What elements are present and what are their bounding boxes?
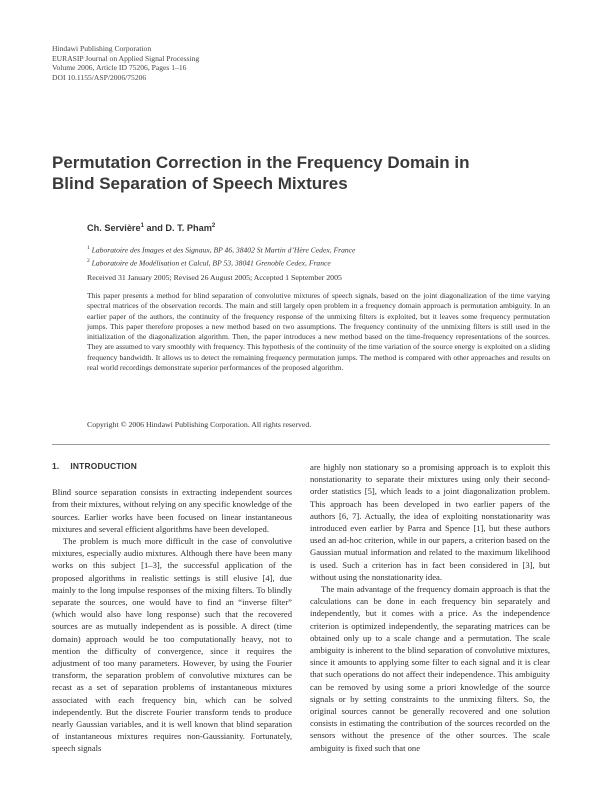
- section-heading: [52, 460, 292, 472]
- author-separator: and: [143, 223, 166, 234]
- paper-title: [52, 152, 552, 194]
- title-line-2: Blind Separation of Speech Mixtures: [52, 174, 348, 193]
- affiliation-1: [87, 243, 355, 256]
- author-2-affiliation-mark: 2: [211, 223, 216, 229]
- copyright-notice: Copyright © 2006 Hindawi Publishing Corporation. All rights reserved.: [87, 420, 312, 429]
- title-line-1: Permutation Correction in the Frequency Domain in: [52, 153, 470, 172]
- author-list: [87, 223, 215, 233]
- author-2: D. T. Pham: [165, 223, 212, 234]
- abstract: This paper presents a method for blind separation of convolutive mixtures of speech signals, based on the joint diagonalization of the time varying spectral matrices of the observation records. The main and still largely open problem in a frequency domain approach is permutation ambiguity. In an earlier paper of the authors, the continuity of the frequency response of the unmixing filters is exploited, but it leaves some frequency permutation jumps. This paper therefore proposes a new method based on two assumptions. The frequency continuity of the unmixing filters is still used in the initialization of the diagonalization algorithm. Then, the paper introduces a new method based on the time-frequency representations of the sources. They are assumed to vary smoothly with frequency. This hypothesis of the continuity of the time variation of the source energy is exploited on a sliding frequency bandwidth. It allows us to detect the remaining frequency permutation jumps. The method is compared with other approaches and results on real world recordings demonstrate superior performances of the proposed algorithm.: [87, 291, 550, 373]
- affiliation-2-text: Laboratoire de Modélisation et Calcul, BP 53, 38041 Grenoble Cedex, France: [89, 258, 331, 268]
- journal-line: EURASIP Journal on Applied Signal Processing: [52, 53, 200, 63]
- intro-paragraph-1: Blind source separation consists in extracting independent sources from their mixtures, without relying on any specific knowledge of the sources. Earlier works have been focused on linear instantaneous mixtures and several efficient algorithms have been developed.: [52, 487, 292, 534]
- intro-paragraph-2: The problem is much more difficult in the case of convolutive mixtures, especially audio mixtures. Although there have been many works on this subject [1–3], the successful application of the proposed algorithms in realistic settings is still elusive [4], due mainly to the long impulse responses of the mixing filters. To blindly separate the sources, one would have to find an “inverse filter” (which would also have long response) such that the recovered sources are as mutually independent as is possible. A direct (time domain) approach would be too computationally heavy, not to mention the difficulty of convergence, since it requires the adjustment of too many parameters. However, by using the Fourier transform, the separation problem of convolutive mixtures can be recast as a set of separation problems of instantaneous mixtures associated with each frequency bin, which can be solved independently. But the discrete Fourier transform tends to produce nearly Gaussian variables, and it is well known that blind separation of instantaneous mixtures requires non-Gaussianity. Fortunately, speech signals: [52, 536, 292, 754]
- affiliation-2: [87, 256, 355, 269]
- intro-paragraph-3: are highly non stationary so a promising approach is to exploit this nonstationarity to separate their mixtures using only their second-order statistics [5], which leads to a joint diagonalization problem. This approach has been developed in two earlier papers of the authors [6, 7]. Actually, the idea of exploiting nonstationarity was introduced even earlier by Parra and Spence [1], but these authors used an ad-hoc criterion, while in our papers, a criterion based on the Gaussian mutual information and related to the maximum likelihood is used. Such a criterion has in fact been considered in [3], but without using the nonstationarity idea.: [310, 462, 550, 582]
- left-column: [52, 460, 292, 755]
- section-divider: [52, 444, 550, 445]
- volume-line: Volume 2006, Article ID 75206, Pages 1–16: [52, 63, 187, 73]
- author-1-affiliation-mark: 1: [140, 223, 144, 229]
- section-number: 1.: [52, 461, 60, 471]
- affiliation-2-mark: 2: [87, 258, 90, 265]
- affiliation-1-text: Laboratoire des Images et des Signaux, BP 46, 38402 St Martin d’Hère Cedex, France: [89, 245, 356, 255]
- publisher-line: Hindawi Publishing Corporation: [52, 44, 152, 53]
- right-column: [310, 461, 550, 754]
- section-title: INTRODUCTION: [70, 461, 137, 471]
- author-1: Ch. Servière: [87, 223, 141, 234]
- doi-line: DOI 10.1155/ASP/2006/75206: [52, 72, 147, 82]
- affiliations: [87, 243, 355, 269]
- received-dates: Received 31 January 2005; Revised 26 August 2005; Accepted 1 September 2005: [87, 273, 342, 282]
- affiliation-1-mark: 1: [87, 245, 90, 251]
- intro-paragraph-4: The main advantage of the frequency domain approach is that the calculations can be done in each frequency bin separately and independently, but it comes with a price. As the independence criterion is optimized independently, the separating matrices can be obtained only up to a scale change and a permutation. The scale ambiguity is inherent to the blind separation of convolutive mixtures, since it amounts to applying some filter to each signal and it is clear that such operations do not affect their independence. This ambiguity can be removed by using some a priori knowledge of the source signals or by setting constraints to the unmixing filters. So, the original sources cannot be generally recovered and one solution consists in estimating the contribution of the sources recorded on the sensors without the presence of the other sources. The scale ambiguity is fixed such that one: [310, 584, 550, 753]
- journal-header: [52, 44, 199, 82]
